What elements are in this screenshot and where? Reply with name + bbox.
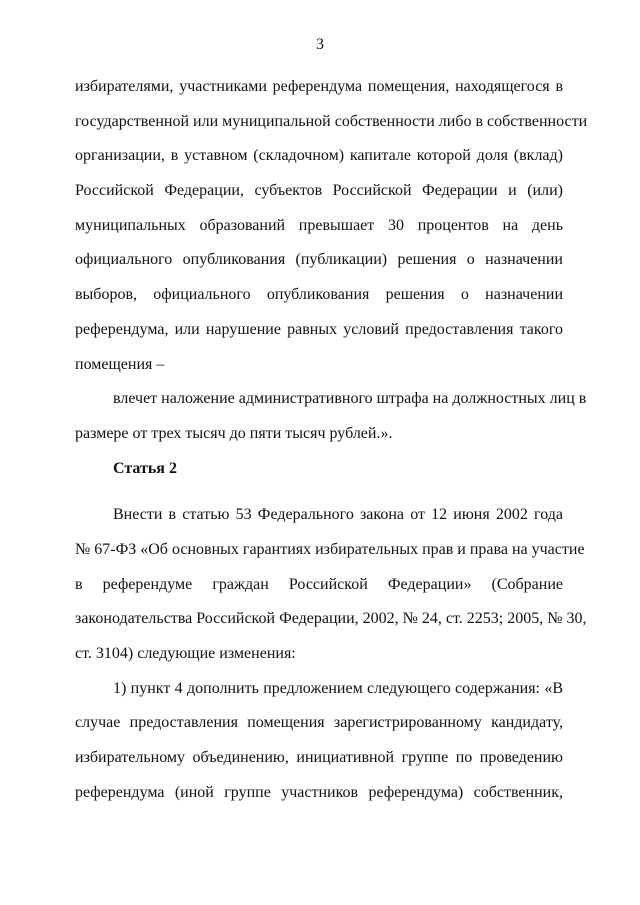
text-line: 1) пункт 4 дополнить предложением следующего содержания: «В — [113, 679, 563, 697]
text-line: избирательному объединению, инициативной группе по проведению — [75, 749, 563, 767]
document-body — [75, 70, 588, 810]
text-line: муниципальных образований превышает 30 процентов на день — [75, 216, 563, 234]
paragraph-continuation — [75, 70, 588, 382]
text-line: официального опубликования (публикации) решения о назначении — [75, 251, 563, 269]
text-line: Российской Федерации, субъектов Российской Федерации и (или) — [75, 182, 563, 200]
text-line: ст. 3104) следующие изменения: — [75, 645, 296, 662]
page-number: 3 — [316, 36, 324, 53]
text-line: организации, в уставном (складочном) капитале которой доля (вклад) — [75, 147, 563, 165]
paragraph-item-1 — [75, 672, 563, 811]
text-line: референдума (иной группе участников референдума) собственник, — [75, 783, 563, 801]
text-line: № 67-ФЗ «Об основных гарантиях избирательных прав и права на участие — [75, 540, 585, 558]
text-line: государственной или муниципальной собственности либо в собственности — [75, 112, 588, 130]
paragraph-amendment-intro — [75, 498, 587, 671]
text-line: размере от трех тысяч до пяти тысяч рублей.». — [75, 424, 393, 442]
text-line: случае предоставления помещения зарегистрированному кандидату, — [75, 714, 563, 732]
text-line: влечет наложение административного штрафа на должностных лиц в — [113, 390, 587, 408]
text-line: в референдуме граждан Российской Федерации» (Собрание — [75, 575, 563, 593]
article-heading: Статья 2 — [113, 459, 177, 477]
text-line: избирателями, участниками референдума помещения, находящегося в — [75, 78, 563, 95]
text-line: выборов, официального опубликования решения о назначении — [75, 286, 563, 304]
paragraph-penalty — [75, 382, 587, 451]
text-line: помещения – — [75, 355, 165, 373]
text-line: референдума, или нарушение равных условий предоставления такого — [75, 320, 563, 338]
text-line: законодательства Российской Федерации, 2002, № 24, ст. 2253; 2005, № 30, — [75, 610, 587, 628]
text-line: Внести в статью 53 Федерального закона от 12 июня 2002 года — [113, 506, 563, 524]
